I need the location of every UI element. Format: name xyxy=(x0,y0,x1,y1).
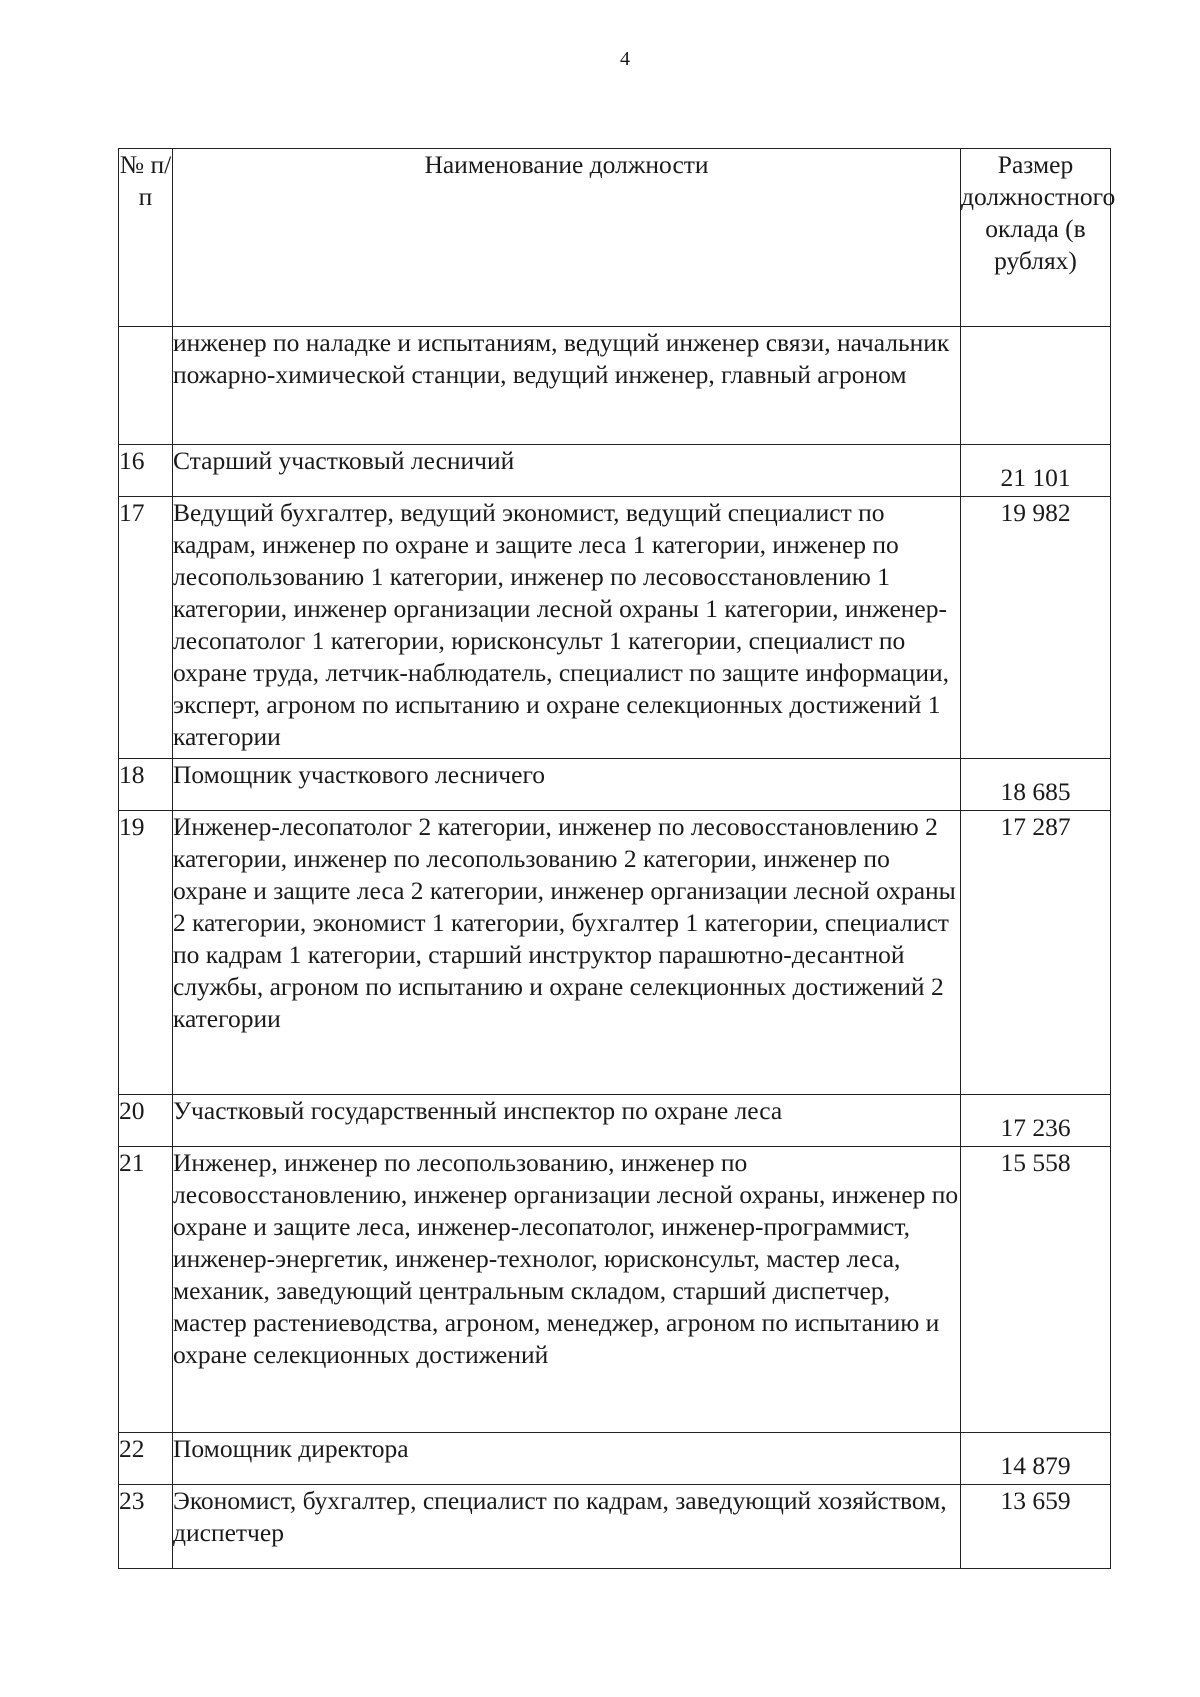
header-position-name: Наименование должности xyxy=(173,149,961,327)
table-row xyxy=(119,759,1111,811)
table-row xyxy=(119,1485,1111,1569)
table-header-row xyxy=(119,149,1111,327)
salary-value: 13 659 xyxy=(961,1485,1111,1569)
row-number: 21 xyxy=(119,1147,173,1433)
position-name: Ведущий бухгалтер, ведущий экономист, ведущий специалист по кадрам, инженер по охране и защите леса 1 категории, инженер по лесопользованию 1 категории, инженер по лесовосстановлению 1 категории, инженер организации лесной охраны 1 категории, инженер-лесопатолог 1 категории, юрисконсульт 1 категории, специалист по охране труда, летчик-наблюдатель, специалист по защите информации, эксперт, агроном по испытанию и охране селекционных достижений 1 категории xyxy=(173,497,961,759)
salary-value: 19 982 xyxy=(961,497,1111,759)
table-row xyxy=(119,445,1111,497)
position-name: Помощник директора xyxy=(173,1433,961,1485)
position-name: Инженер-лесопатолог 2 категории, инженер по лесовосстановлению 2 категории, инженер по лесопользованию 2 категории, инженер по охране и защите леса 2 категории, инженер организации лесной охраны 2 категории, экономист 1 категории, бухгалтер 1 категории, специалист по кадрам 1 категории, старший инструктор парашютно-десантной службы, агроном по испытанию и охране селекционных достижений 2 категории xyxy=(173,811,961,1095)
row-number: 23 xyxy=(119,1485,173,1569)
salary-value xyxy=(961,327,1111,445)
positions-salary-table xyxy=(118,148,1116,1569)
table-row xyxy=(119,1433,1111,1485)
position-name: Участковый государственный инспектор по охране леса xyxy=(173,1095,961,1147)
position-name: Старший участковый лесничий xyxy=(173,445,961,497)
page-number: 4 xyxy=(620,48,630,70)
position-name: инженер по наладке и испытаниям, ведущий инженер связи, начальник пожарно-химической станции, ведущий инженер, главный агроном xyxy=(173,327,961,445)
table-row xyxy=(119,1095,1111,1147)
position-name: Экономист, бухгалтер, специалист по кадрам, заведующий хозяйством, диспетчер xyxy=(173,1485,961,1569)
row-number xyxy=(119,327,173,445)
salary-value: 15 558 xyxy=(961,1147,1111,1433)
salary-value: 18 685 xyxy=(961,759,1111,811)
header-salary: Размер должностного оклада (в рублях) xyxy=(961,149,1111,327)
row-number: 17 xyxy=(119,497,173,759)
row-number: 18 xyxy=(119,759,173,811)
salary-value: 17 236 xyxy=(961,1095,1111,1147)
table-row xyxy=(119,327,1111,445)
salary-value: 21 101 xyxy=(961,445,1111,497)
table-row xyxy=(119,811,1111,1095)
header-number: № п/п xyxy=(119,149,173,327)
table-row xyxy=(119,1147,1111,1433)
position-name: Инженер, инженер по лесопользованию, инженер по лесовосстановлению, инженер организации лесной охраны, инженер по охране и защите леса, инженер-лесопатолог, инженер-программист, инженер-энергетик, инженер-технолог, юрисконсульт, мастер леса, механик, заведующий центральным складом, старший диспетчер, мастер растениеводства, агроном, менеджер, агроном по испытанию и охране селекционных достижений xyxy=(173,1147,961,1433)
row-number: 16 xyxy=(119,445,173,497)
table-row xyxy=(119,497,1111,759)
salary-value: 14 879 xyxy=(961,1433,1111,1485)
row-number: 20 xyxy=(119,1095,173,1147)
row-number: 22 xyxy=(119,1433,173,1485)
row-number: 19 xyxy=(119,811,173,1095)
position-name: Помощник участкового лесничего xyxy=(173,759,961,811)
salary-value: 17 287 xyxy=(961,811,1111,1095)
